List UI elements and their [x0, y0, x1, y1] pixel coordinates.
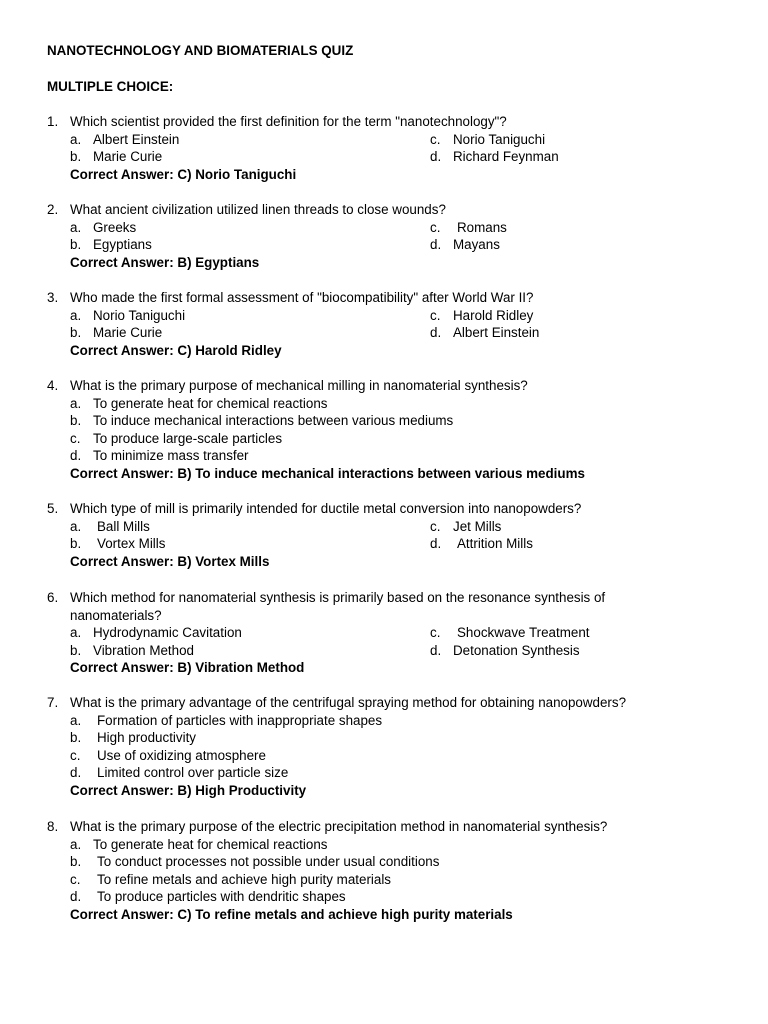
option-c: c. Use of oxidizing atmosphere — [70, 747, 266, 763]
options-grid: a. Norio Taniguchi c. Harold Ridley b. Marie Curie d. Albert Einstein — [70, 307, 540, 341]
option-a: a. Formation of particles with inappropriate shapes — [70, 712, 383, 728]
question-6 — [47, 589, 687, 677]
question-text-line2: nanomaterials? — [70, 607, 162, 623]
options-list — [47, 395, 687, 465]
question-1 — [47, 113, 687, 183]
question-number: 6. — [47, 590, 59, 605]
question-number: 3. — [47, 290, 59, 305]
option-d: d. Limited control over particle size — [70, 765, 289, 781]
question-text: What is the primary purpose of the electric precipitation method in nanomaterial synthesis? — [70, 819, 608, 834]
question-5 — [47, 500, 687, 570]
question-text: Which scientist provided the first definition for the term "nanotechnology"? — [70, 114, 507, 129]
question-text: What is the primary advantage of the centrifugal spraying method for obtaining nanopowders? — [70, 695, 627, 710]
options-list — [47, 836, 687, 906]
option-b: b. To induce mechanical interactions between various mediums — [70, 413, 454, 429]
question-text: Who made the first formal assessment of "biocompatibility" after World War II? — [70, 290, 534, 305]
options-grid: a. Ball Mills c. Jet Mills b. Vortex Mills d. Attrition Mills — [70, 518, 533, 552]
options-grid: a. Hydrodynamic Cavitation c. Shockwave Treatment b. Vibration Method d. Detonation Synthesis — [70, 625, 590, 658]
question-number: 1. — [47, 114, 59, 129]
section-heading: MULTIPLE CHOICE: — [47, 79, 174, 94]
question-text-line1: Which method for nanomaterial synthesis is primarily based on the resonance synthesis of — [70, 590, 606, 605]
correct-answer: Correct Answer: C) Harold Ridley — [70, 342, 282, 358]
quiz-title: NANOTECHNOLOGY AND BIOMATERIALS QUIZ — [47, 43, 354, 58]
question-2 — [47, 201, 687, 271]
correct-answer: Correct Answer: B) To induce mechanical interactions between various mediums — [70, 465, 585, 481]
correct-answer: Correct Answer: C) To refine metals and achieve high purity materials — [70, 906, 513, 922]
question-number: 4. — [47, 378, 59, 393]
options-grid: a. Greeks c. Romans b. Egyptians d. Mayans — [70, 219, 507, 253]
question-number: 5. — [47, 501, 59, 516]
options-list — [47, 712, 687, 782]
option-b: b. To conduct processes not possible under usual conditions — [70, 854, 440, 870]
option-a: a. To generate heat for chemical reactions — [70, 395, 328, 411]
option-a: a. To generate heat for chemical reactions — [70, 836, 328, 852]
correct-answer: Correct Answer: B) High Productivity — [70, 782, 307, 798]
question-number: 7. — [47, 695, 59, 710]
correct-answer: Correct Answer: B) Egyptians — [70, 254, 260, 270]
option-d: d. To minimize mass transfer — [70, 448, 249, 464]
question-4 — [47, 377, 687, 483]
question-number: 8. — [47, 819, 59, 834]
option-d: d. To produce particles with dendritic shapes — [70, 889, 346, 905]
question-number: 2. — [47, 202, 59, 217]
correct-answer: Correct Answer: B) Vibration Method — [70, 660, 305, 676]
question-7 — [47, 694, 687, 800]
correct-answer: Correct Answer: C) Norio Taniguchi — [70, 166, 297, 182]
options-grid: a. Albert Einstein c. Norio Taniguchi b. Marie Curie d. Richard Feynman — [70, 131, 559, 165]
question-3 — [47, 289, 687, 359]
question-text: What is the primary purpose of mechanical milling in nanomaterial synthesis? — [70, 378, 528, 393]
option-c: c. To refine metals and achieve high purity materials — [70, 871, 391, 887]
question-8 — [47, 818, 687, 924]
option-b: b. High productivity — [70, 730, 196, 746]
correct-answer: Correct Answer: B) Vortex Mills — [70, 553, 270, 569]
option-c: c. To produce large-scale particles — [70, 430, 283, 446]
question-text: What ancient civilization utilized linen threads to close wounds? — [70, 202, 446, 217]
question-text: Which type of mill is primarily intended for ductile metal conversion into nanopowders? — [70, 501, 582, 516]
